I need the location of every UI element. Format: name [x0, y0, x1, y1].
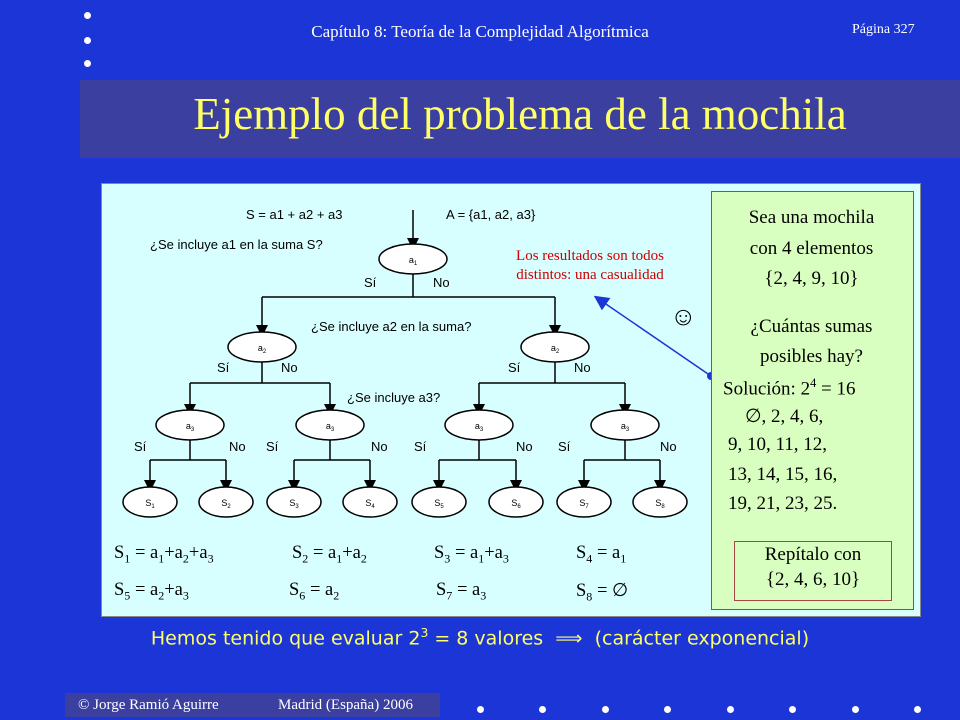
solution-s6: $S_6 = a_2$: [289, 580, 340, 603]
solution-s7: $S_7 = a_3$: [436, 580, 487, 603]
svg-text:S4: $S_4$: [365, 498, 375, 510]
repeat-line2: {2, 4, 6, 10}: [765, 569, 861, 590]
bullet-dot: [477, 706, 484, 713]
bullet-dot: [602, 706, 609, 713]
side-line1: Sea una mochila: [748, 207, 875, 228]
side-solution: Solución: $2^4 = 16$: [723, 376, 856, 400]
svg-text:a3: $a_3$: [325, 421, 335, 433]
yes-label: Sí: [508, 360, 521, 375]
no-label: No: [281, 360, 298, 375]
yes-label: Sí: [134, 439, 147, 454]
side-values4: 19, 21, 23, 25.: [728, 493, 838, 514]
svg-text:S2: $S_2$: [221, 498, 231, 510]
side-values3: 13, 14, 15, 16,: [728, 464, 838, 485]
sum-label: S = a1 + a2 + a3: [246, 207, 343, 222]
footer-copyright: © Jorge Ramió Aguirre: [78, 697, 219, 713]
svg-text:a3: $a_3$: [620, 421, 630, 433]
yes-label: Sí: [266, 439, 279, 454]
no-label: No: [433, 275, 450, 290]
set-label: A = {a1, a2, a3}: [446, 207, 536, 222]
svg-text:a1: $a_1$: [408, 255, 418, 267]
yes-label: Sí: [414, 439, 427, 454]
svg-text:S1: $S_1$: [145, 498, 155, 510]
slide-title: Ejemplo del problema de la mochila: [193, 89, 847, 139]
question-a1: ¿Se incluye a1 en la suma S?: [150, 237, 323, 252]
repeat-line1: Repítalo con: [764, 544, 862, 565]
side-line5: posibles hay?: [760, 346, 863, 367]
solution-s3: $S_3 = a_1+a_3$: [434, 543, 509, 566]
solution-s4: $S_4 = a_1$: [576, 543, 627, 566]
side-line3: {2, 4, 9, 10}: [764, 268, 859, 289]
side-values1: ∅, 2, 4, 6,: [745, 406, 824, 427]
footer-location: Madrid (España) 2006: [278, 697, 413, 713]
no-label: No: [574, 360, 591, 375]
bullet-dot: [852, 706, 859, 713]
svg-text:a2: $a_2$: [257, 343, 267, 355]
no-label: No: [660, 439, 677, 454]
side-line2: con 4 elementos: [749, 238, 874, 259]
results-note-line2: distintos: una casualidad: [516, 267, 664, 283]
bullet-dot: [539, 706, 546, 713]
page-number: Página 327: [852, 22, 915, 37]
solution-s8: $S_8$ = ∅: [576, 581, 629, 604]
side-values2: 9, 10, 11, 12,: [728, 434, 828, 455]
side-line4: ¿Cuántas sumas: [750, 316, 873, 337]
svg-text:S3: $S_3$: [289, 498, 299, 510]
no-label: No: [229, 439, 246, 454]
yes-label: Sí: [217, 360, 230, 375]
results-note-line1: Los resultados son todos: [516, 248, 664, 264]
bullet-dot: [664, 706, 671, 713]
smiley-icon: ☺: [670, 301, 697, 331]
question-a3: ¿Se incluye a3?: [347, 390, 441, 405]
bottom-statement: Hemos tenido que evaluar $2^3 = 8$ valores ⟹ (carácter exponencial): [150, 626, 810, 650]
solution-s5: $S_5 = a_2+a_3$: [114, 580, 189, 603]
svg-text:a2: $a_2$: [550, 343, 560, 355]
svg-text:a3: $a_3$: [474, 421, 484, 433]
solution-s1: $S_1 = a_1+a_2+a_3$: [114, 543, 214, 566]
yes-label: Sí: [364, 275, 377, 290]
svg-text:a3: $a_3$: [185, 421, 195, 433]
question-a2: ¿Se incluye a2 en la suma?: [311, 319, 472, 334]
svg-text:S5: $S_5$: [434, 498, 444, 510]
svg-text:S8: $S_8$: [655, 498, 665, 510]
bullet-dot: [789, 706, 796, 713]
no-label: No: [516, 439, 533, 454]
chapter-header: Capítulo 8: Teoría de la Complejidad Algorítmica: [311, 22, 649, 41]
svg-text:S6: $S_6$: [511, 498, 521, 510]
yes-label: Sí: [558, 439, 571, 454]
solution-s2: $S_2 = a_1+a_2$: [292, 543, 367, 566]
no-label: No: [371, 439, 388, 454]
svg-text:S7: $S_7$: [579, 498, 589, 510]
bullet-dot: [914, 706, 921, 713]
bullet-dot: [727, 706, 734, 713]
